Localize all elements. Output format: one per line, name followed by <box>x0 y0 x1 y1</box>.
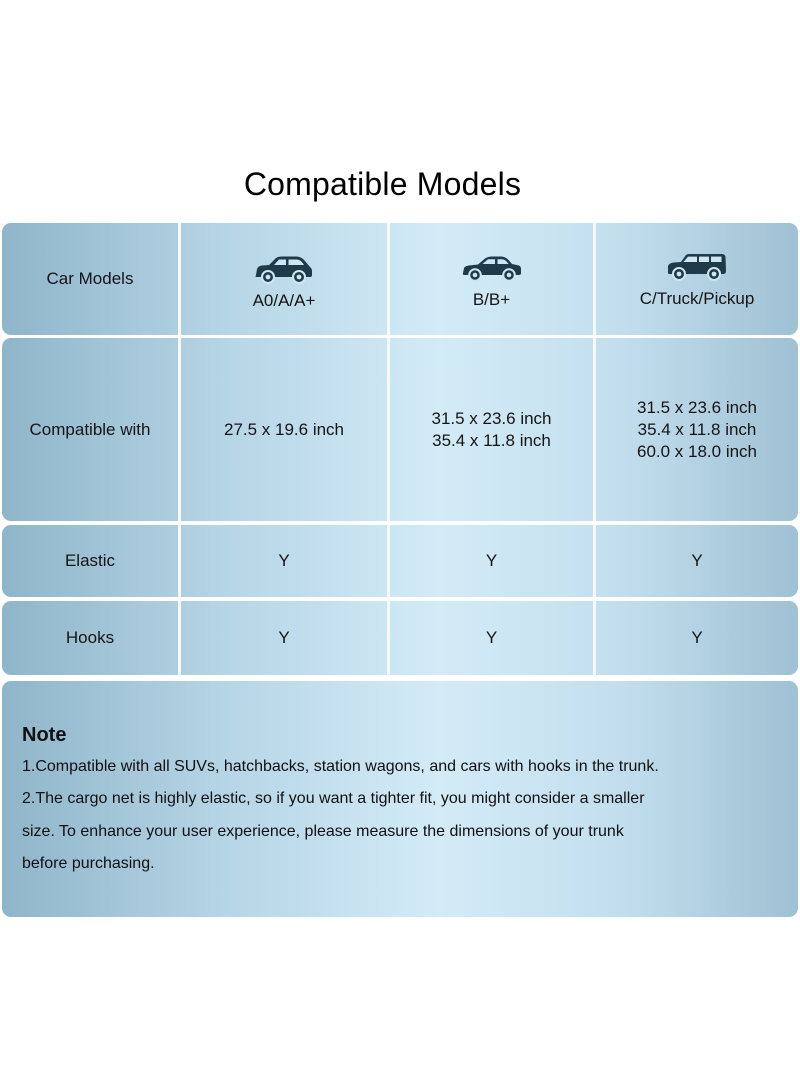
row-label <box>2 525 178 597</box>
row-label <box>2 601 178 675</box>
hatchback-car-icon <box>253 254 315 284</box>
size-value: 35.4 x 11.8 inch <box>637 419 757 439</box>
header-cell <box>390 223 593 335</box>
cell-value: Y <box>485 551 498 570</box>
note-line: before purchasing. <box>22 855 155 872</box>
row-label-text: Hooks <box>65 628 115 647</box>
table-cell <box>181 338 387 521</box>
header-cell <box>181 223 387 335</box>
table-row <box>2 601 798 675</box>
size-value: 31.5 x 23.6 inch <box>636 397 758 417</box>
row-label <box>2 338 178 521</box>
header-cell-label: B/B+ <box>472 290 511 309</box>
cell-value: Y <box>691 628 703 647</box>
cell-value: Y <box>278 551 290 570</box>
size-value: 31.5 x 23.6 inch <box>431 408 552 428</box>
table-cell <box>390 601 593 675</box>
header-cell <box>596 223 798 335</box>
size-value: 27.5 x 19.6 inch <box>223 419 345 439</box>
table-cell <box>596 338 798 521</box>
row-label-text: Elastic <box>64 551 116 570</box>
row-label <box>2 223 178 335</box>
suv-car-icon <box>666 252 728 282</box>
sedan-car-icon <box>461 253 523 283</box>
size-value: 60.0 x 18.0 inch <box>636 441 758 461</box>
size-value: 35.4 x 11.8 inch <box>432 430 551 450</box>
table-cell <box>181 601 387 675</box>
table-header-row <box>2 223 798 335</box>
cell-value: Y <box>485 628 498 647</box>
note-line: 1.Compatible with all SUVs, hatchbacks, station wagons, and cars with hooks in the trunk. <box>22 758 659 775</box>
table-row <box>2 338 798 521</box>
header-cell-label: A0/A/A+ <box>252 291 316 310</box>
row-label-text: Car Models <box>46 269 134 288</box>
cell-value: Y <box>691 551 703 570</box>
table-cell <box>390 338 593 521</box>
row-label-text: Compatible with <box>29 419 151 439</box>
table-cell <box>596 601 798 675</box>
header-cell-label: C/Truck/Pickup <box>639 289 755 308</box>
page-title: Compatible Models <box>243 166 522 202</box>
note-title: Note <box>22 724 67 746</box>
note-line: size. To enhance your user experience, please measure the dimensions of your trunk <box>22 823 624 840</box>
table-row <box>2 525 798 597</box>
cell-value: Y <box>278 628 290 647</box>
table-cell <box>596 525 798 597</box>
table-cell <box>181 525 387 597</box>
table-cell <box>390 525 593 597</box>
note-line: 2.The cargo net is highly elastic, so if you want a tighter fit, you might consider a smaller <box>22 790 645 807</box>
